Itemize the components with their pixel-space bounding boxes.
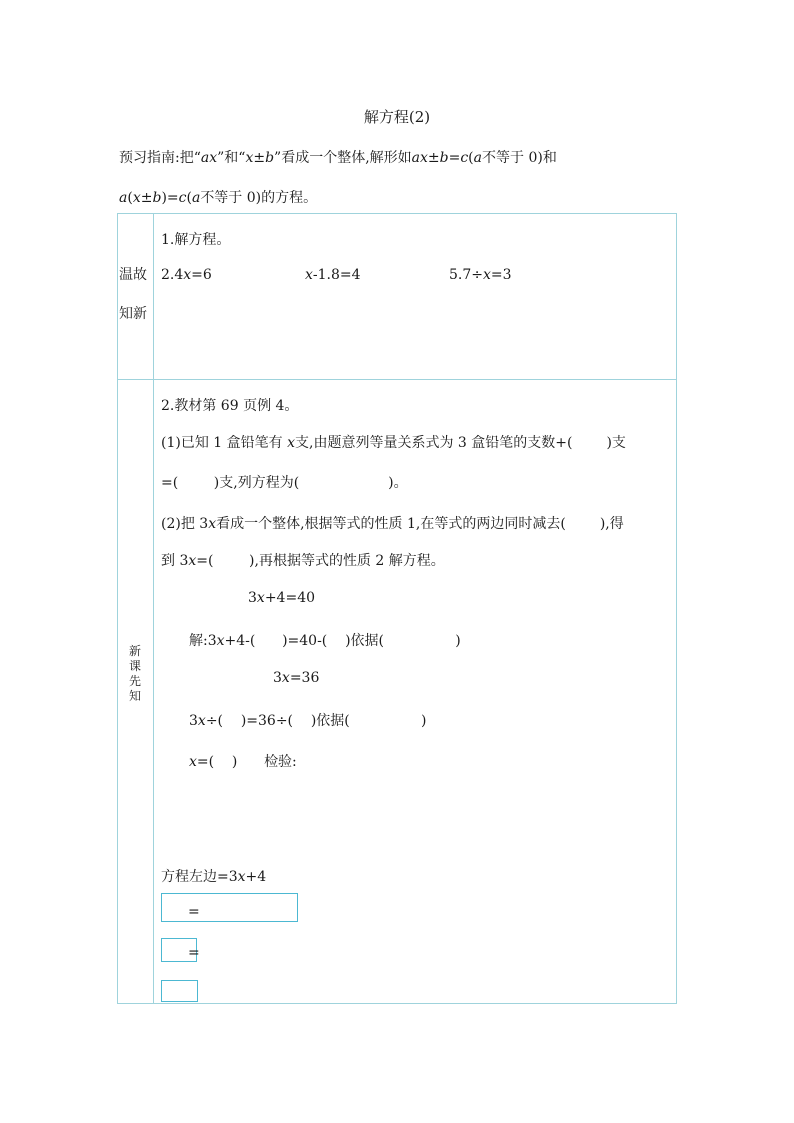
solution-step-5 [189,751,297,771]
step-text: +4=40 [264,590,316,606]
q-text: =( ),再根据等式的性质 2 解方程。 [196,553,445,569]
eq-text: =6 [191,267,212,283]
intro-text: ± [140,190,153,206]
intro-text: 不等于 0)的方程。 [200,190,318,206]
intro-expr: a [473,150,482,166]
q-text: 到 3 [161,553,189,569]
section2-label-char: 先 [128,674,141,688]
intro-expr: x±b [245,150,275,166]
q-var: x [188,553,197,569]
intro-expr: b [152,190,162,206]
eq-var: x [483,267,491,283]
step-text: ÷( )=36÷( )依据( ) [205,713,427,729]
eq-var: x [305,267,313,283]
intro-text: 预习指南:把“ [119,150,201,166]
q-text: )支 [606,435,626,451]
intro-line-1 [119,147,557,167]
intro-expr: a [191,190,201,206]
equals-sign: = [188,945,200,961]
eq-text: 2.4 [161,267,184,283]
solution-step-2 [189,630,461,650]
answer-box-3[interactable] [161,980,198,1002]
q-text: 看成一个整体,根据等式的性质 1,在等式的两边同时减去( [216,516,566,532]
step-var: x [216,633,225,649]
step-var: x [281,670,290,686]
table-row-divider [117,379,677,380]
intro-text: ( [186,190,192,206]
section1-label-top: 温故 [119,267,147,283]
step-text: =36 [289,670,320,686]
section2-label [128,644,142,704]
intro-expr: x [132,190,141,206]
solution-step-4 [189,710,426,730]
section2-label-char: 新 [128,644,141,658]
intro-text: 不等于 0)和 [482,150,557,166]
q-text: (1)已知 1 盒铅笔有 [161,435,288,451]
section2-heading: 2.教材第 69 页例 4。 [161,398,299,414]
solution-step-1 [248,590,315,606]
intro-text: ( [468,150,474,166]
intro-expr: ax±b=c [411,150,469,166]
section1-label-bottom: 知新 [119,306,147,322]
step-text: 3 [273,670,282,686]
question-2-line-1 [161,513,624,533]
eq-text: =3 [490,267,512,283]
question-1-line-2: =( )支,列方程为( )。 [161,475,408,491]
question-1-line-1 [161,432,626,452]
equation-3 [449,267,512,283]
step-text: 解:3 [189,633,217,649]
intro-expr: ax [200,150,218,166]
page-title: 解方程(2) [363,108,431,126]
q-var: x [208,516,217,532]
question-2-line-2 [161,550,445,570]
q-text: (2)把 3 [161,516,209,532]
equation-1 [161,267,212,283]
check-text: 方程左边=3 [161,869,238,885]
eq-text: -1.8=4 [312,267,361,283]
check-var: x [237,869,246,885]
step-text: +4-( )=40-( )依据( ) [224,633,461,649]
step-text: 3 [248,590,257,606]
table-column-divider [153,213,154,1004]
intro-text: ”看成一个整体,解形如 [274,150,412,166]
q-text: ),得 [599,516,624,532]
section2-label-char: 知 [128,689,141,703]
intro-expr: a [119,190,128,206]
check-line [161,866,266,886]
equals-sign: = [188,904,200,920]
section2-label-char: 课 [128,659,141,673]
intro-line-2 [119,187,317,207]
step-var: x [256,590,265,606]
section1-heading: 1.解方程。 [161,232,231,248]
check-text: +4 [245,869,267,885]
equation-2 [305,267,361,283]
step-text: 3 [189,713,198,729]
q-text: 支,由题意列等量关系式为 3 盒铅笔的支数+( [295,435,573,451]
eq-text: 5.7÷ [449,267,483,283]
intro-expr: c [178,190,187,206]
intro-text: ”和“ [217,150,246,166]
answer-box-1[interactable] [161,893,298,922]
q-var: x [287,435,295,451]
solution-step-3 [273,670,319,686]
step-text: =( ) 检验: [196,754,297,770]
eq-var: x [183,267,192,283]
step-var: x [197,713,206,729]
intro-text: )= [161,190,179,206]
intro-text: ( [127,190,133,206]
answer-box-2[interactable] [161,938,200,962]
step-var: x [189,754,197,770]
